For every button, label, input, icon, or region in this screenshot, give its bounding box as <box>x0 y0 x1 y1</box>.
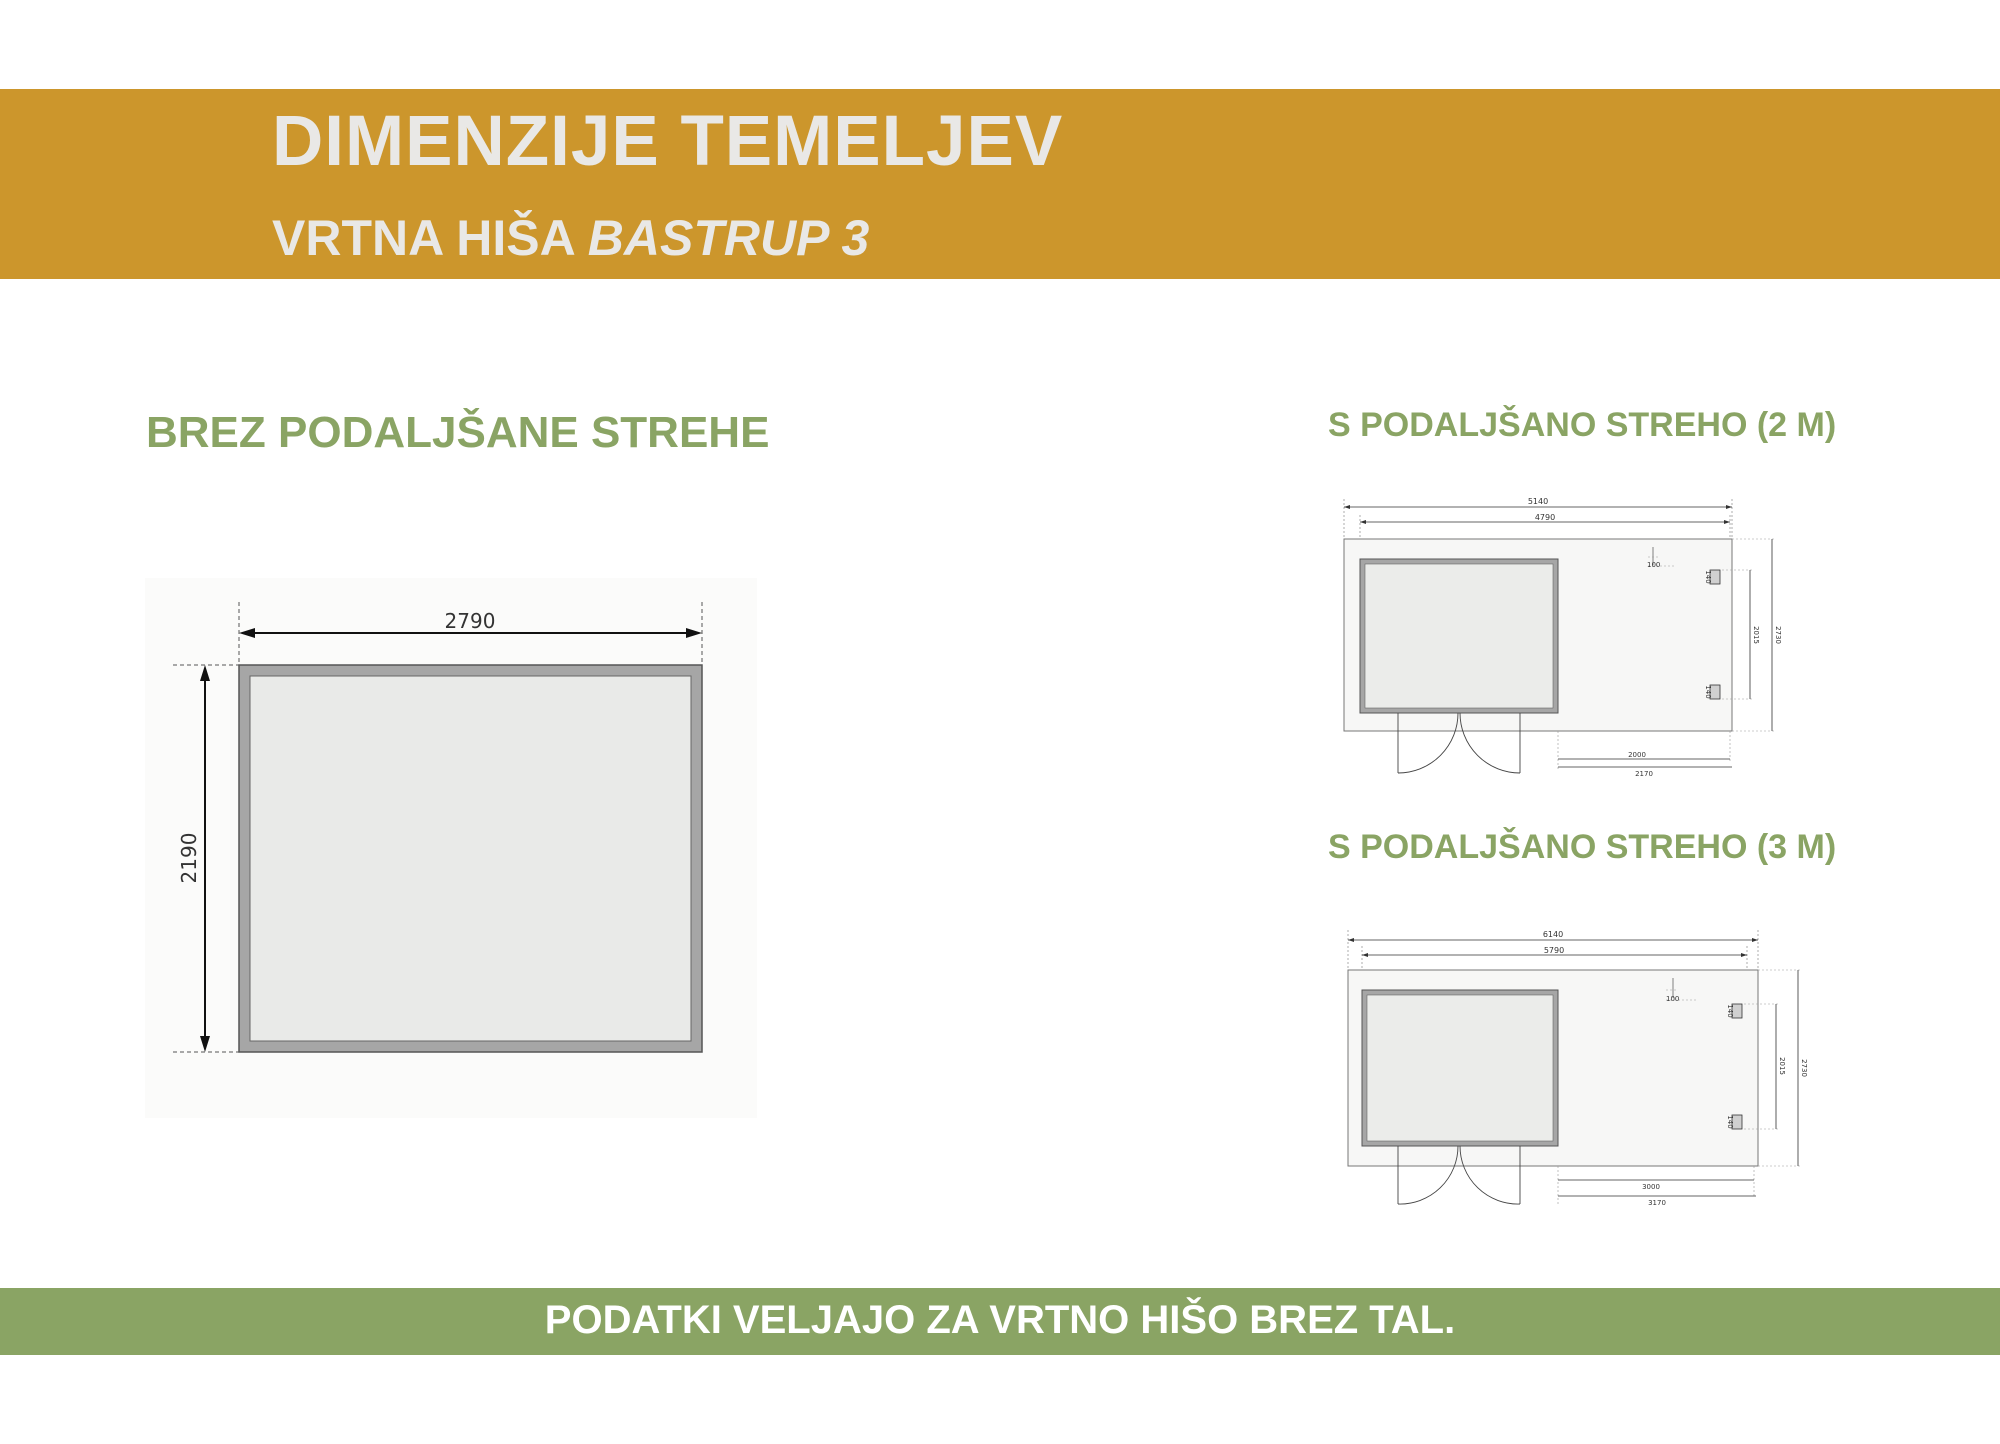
dim-inner-height: 2015 <box>1752 626 1760 644</box>
plan-extension-2m <box>1330 495 1790 780</box>
page-subtitle <box>272 209 869 267</box>
dim-post-top: 140 <box>1704 570 1712 584</box>
foundation-interior <box>250 676 691 1041</box>
footer-note: PODATKI VELJAJO ZA VRTNO HIŠO BREZ TAL. <box>544 1298 1456 1342</box>
dim-total-width: 5140 <box>1527 497 1549 506</box>
dim-post-bottom: 140 <box>1726 1115 1734 1129</box>
dim-extension-total: 2170 <box>1635 770 1653 778</box>
house-interior <box>1367 995 1553 1141</box>
width-label: 2790 <box>444 609 496 633</box>
height-label: 2190 <box>177 832 201 884</box>
dim-post-top: 140 <box>1726 1004 1734 1018</box>
page-title: DIMENZIJE TEMELJEV <box>272 102 1064 181</box>
dim-offset: 100 <box>1647 561 1661 569</box>
dim-inner-width: 4790 <box>1534 513 1556 522</box>
subtitle-model: BASTRUP 3 <box>587 210 870 266</box>
heading-extension-3m: S PODALJŠANO STREHO (3 M) <box>1328 828 1837 866</box>
dim-extension-total: 3170 <box>1648 1199 1666 1207</box>
dim-inner-height: 2015 <box>1778 1057 1786 1075</box>
dim-total-height: 2730 <box>1800 1059 1808 1077</box>
dim-extension: 2000 <box>1628 751 1646 759</box>
dim-inner-width: 5790 <box>1543 946 1565 955</box>
plan-no-extension <box>145 578 757 1118</box>
dim-total-height: 2730 <box>1774 626 1782 644</box>
heading-extension-2m: S PODALJŠANO STREHO (2 M) <box>1328 406 1837 444</box>
dim-extension: 3000 <box>1642 1183 1660 1191</box>
heading-no-extension: BREZ PODALJŠANE STREHE <box>146 408 770 457</box>
subtitle-prefix: VRTNA HIŠA <box>272 210 574 266</box>
plan-extension-3m <box>1330 926 1820 1216</box>
dim-total-width: 6140 <box>1542 930 1564 939</box>
dim-post-bottom: 140 <box>1704 685 1712 699</box>
house-interior <box>1365 564 1553 708</box>
dim-offset: 100 <box>1666 995 1680 1003</box>
